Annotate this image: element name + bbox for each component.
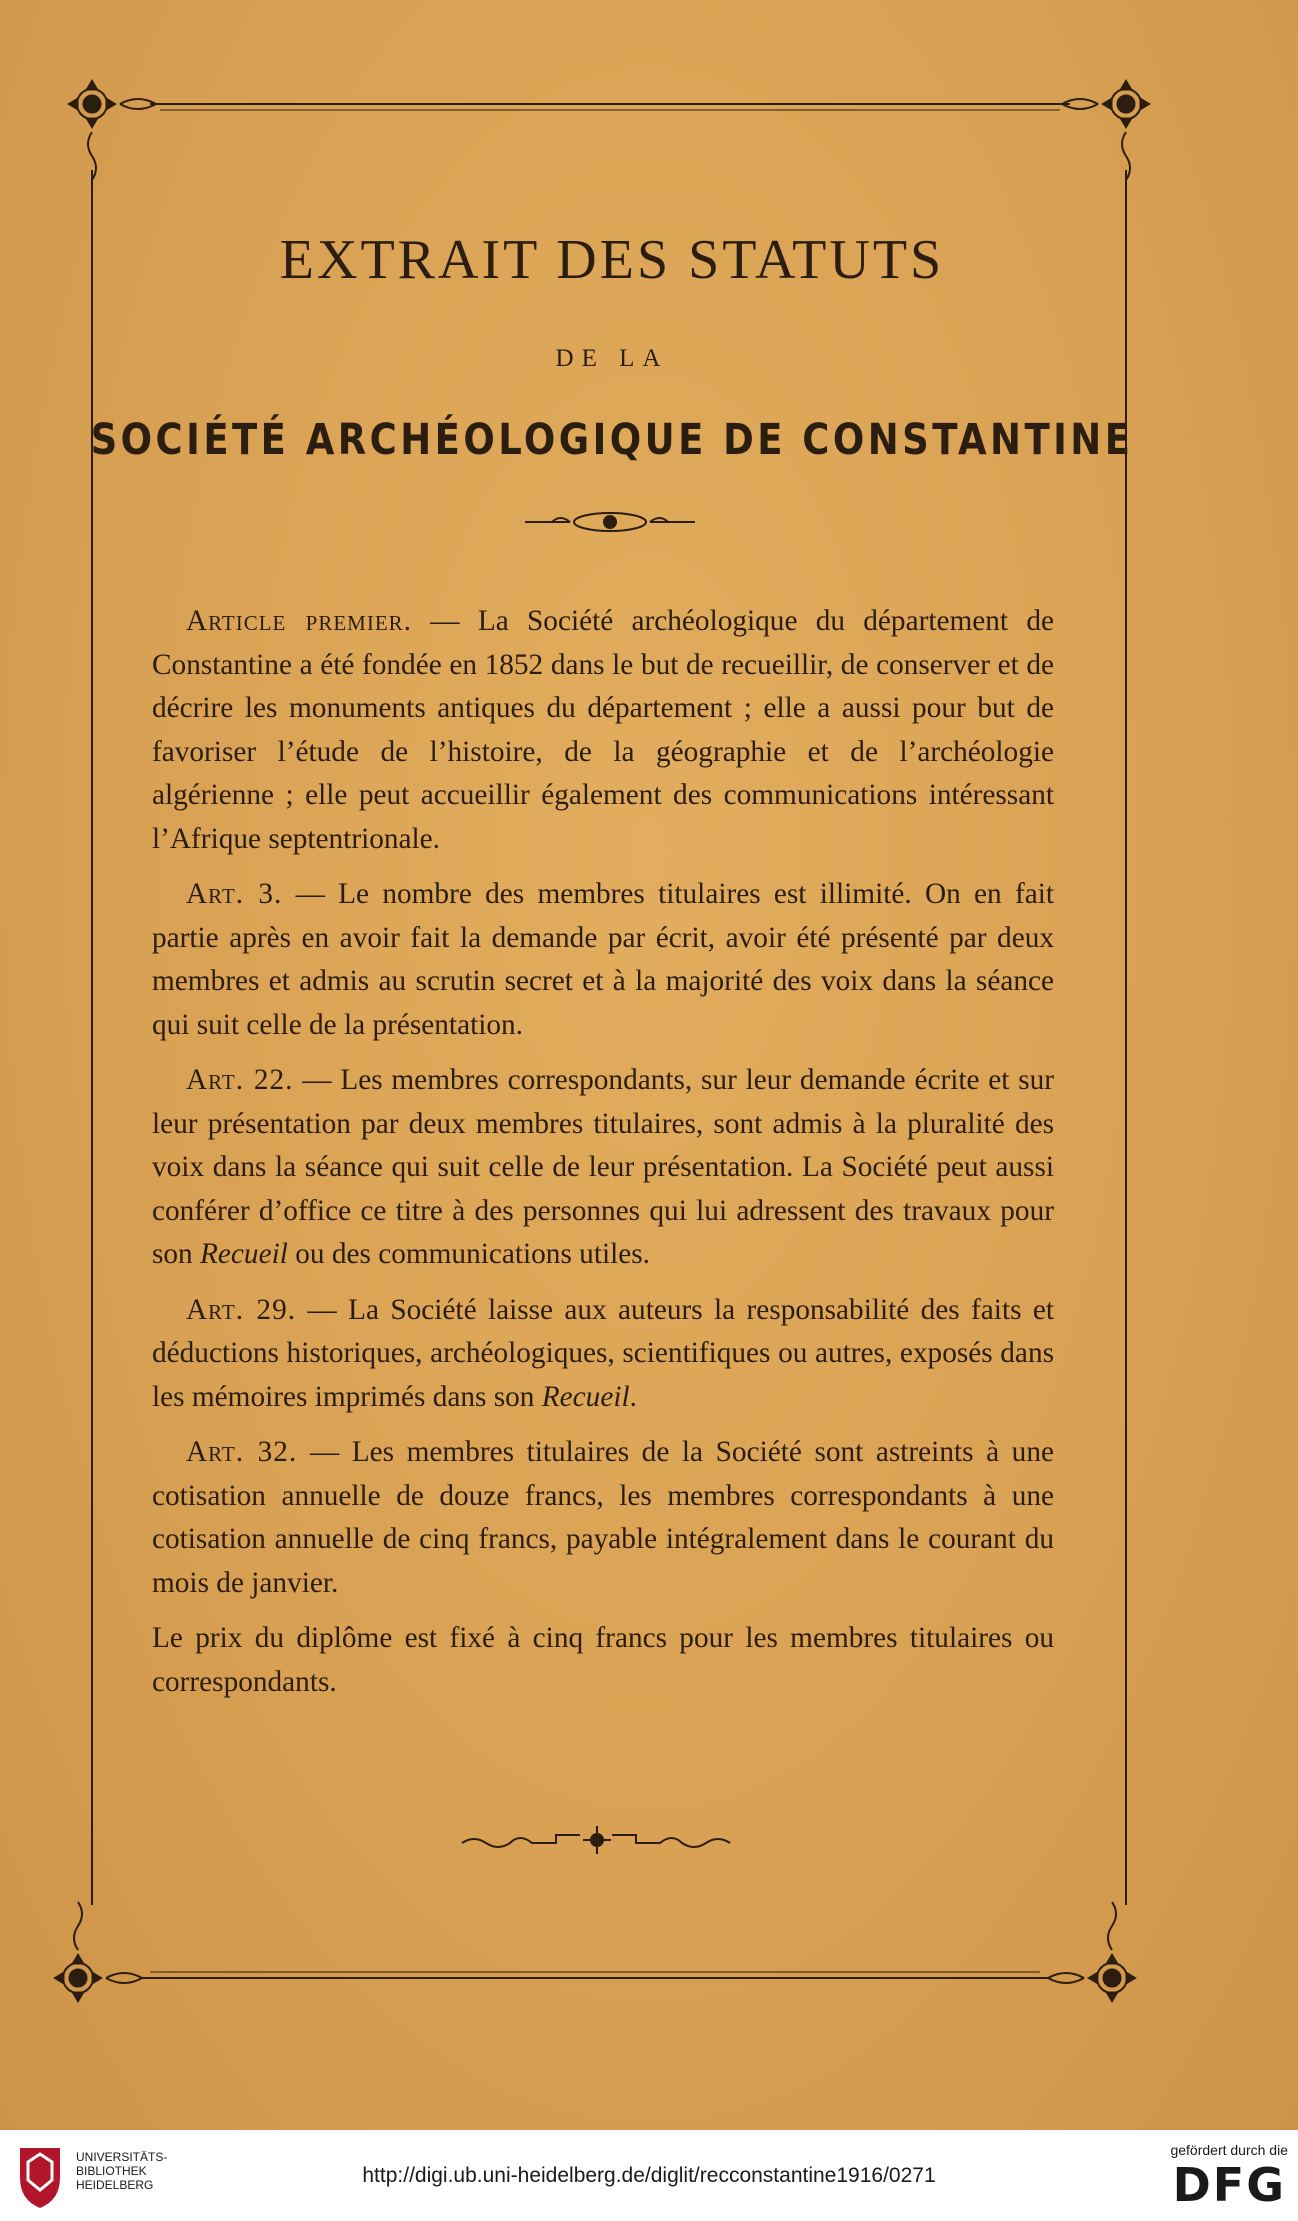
article-italic: Recueil: [541, 1380, 630, 1413]
society-name: SOCIÉTÉ ARCHÉOLOGIQUE DE CONSTANTINE: [90, 415, 1134, 465]
dfg-logo: DFG: [1172, 2158, 1286, 2212]
article-paragraph: [152, 600, 1054, 861]
article-label: Art. 3.: [186, 878, 283, 910]
article-italic: Recueil: [200, 1238, 288, 1270]
library-line: BIBLIOTHEK: [76, 2164, 147, 2178]
page-title: EXTRAIT DES STATUTS: [279, 229, 945, 291]
corner-ornament-top-right: [1062, 80, 1150, 180]
article-text: — La Société archéologique du département de Constantine a été fondée en 1852 dans le but de recueillir, de conserver et de décrire les monuments antiques du département ; elle a aussi pour but de favoriser l’étude de l’histoire, de la géographie et de l’archéologie algérienne ; elle peut accueillir également des communications intéressant l’Afrique septentrionale.: [152, 605, 1054, 855]
library-line: HEIDELBERG: [76, 2178, 154, 2192]
final-paragraph: Le prix du diplôme est fixé à cinq francs pour les membres titulaires ou correspondants.: [152, 1622, 1054, 1698]
article-label: Art. 22.: [186, 1064, 294, 1096]
statutes-body: [152, 600, 1054, 1716]
article-text: — Le nombre des membres titulaires est illimité. On en fait partie après en avoir fait la demande par écrit, avoir été présenté par deux membres et admis au scrutin secret et à la majorité des voix dans la séance qui suit celle de la présentation.: [152, 878, 1054, 1041]
article-text: — Les membres titulaires de la Société sont astreints à une cotisation annuelle de douze francs, les membres correspondants à une cotisation annuelle de cinq francs, payable intégralement dans le courant du mois de janvier.: [152, 1436, 1054, 1599]
funded-by-text: gefördert durch die: [1170, 2142, 1288, 2158]
article-label: Art. 32.: [186, 1436, 298, 1468]
article-paragraph: [152, 1059, 1054, 1277]
title-ornament: [525, 513, 695, 531]
source-url[interactable]: http://digi.ub.uni-heidelberg.de/diglit/recconstantine1916/0271: [362, 2164, 936, 2187]
article-paragraph: [152, 1289, 1054, 1420]
subtitle: DE LA: [555, 345, 669, 372]
corner-ornament-top-left: [68, 80, 156, 180]
corner-ornament-bottom-left: [54, 1902, 142, 2002]
library-line: UNIVERSITÄTS-: [76, 2150, 168, 2164]
article-label: Article premier.: [186, 605, 412, 637]
bottom-ornament: [462, 1826, 730, 1854]
article-paragraph: [152, 1431, 1054, 1605]
article-paragraph: [152, 873, 1054, 1047]
article-tail: .: [629, 1380, 637, 1413]
article-text: — Les membres correspondants, sur leur demande écrite et sur leur présentation par deux membres titulaires, sont admis à la pluralité des voix dans la séance qui suit celle de leur présentation. La Société peut aussi conférer d’office ce titre à des personnes qui lui adressent des travaux pour son: [152, 1064, 1054, 1270]
article-text: — La Société laisse aux auteurs la responsabilité des faits et déductions historiques, archéologiques, scientifiques ou autres, exposés dans les mémoires imprimés dans son: [152, 1293, 1054, 1413]
corner-ornament-bottom-right: [1048, 1902, 1136, 2002]
article-tail: ou des communications utiles.: [287, 1238, 650, 1270]
article-label: Art. 29.: [186, 1293, 297, 1326]
